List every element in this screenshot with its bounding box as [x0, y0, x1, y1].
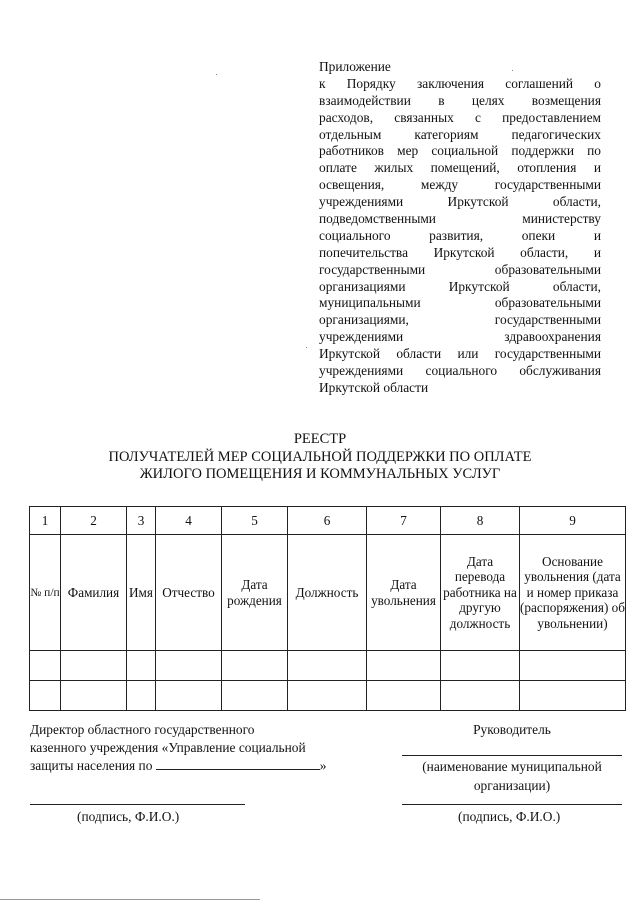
column-number: 6	[288, 507, 367, 535]
table-cell[interactable]	[156, 651, 222, 681]
table-cell[interactable]	[520, 681, 626, 711]
column-number: 7	[367, 507, 441, 535]
appendix-line: работников мер социальной поддержки по	[319, 143, 601, 159]
header-surname: Фамилия	[61, 535, 127, 651]
appendix-line: учреждениями Иркутской области,	[319, 194, 601, 210]
table-cell[interactable]	[30, 681, 61, 711]
left-signature-prefix: защиты населения по	[30, 758, 153, 773]
right-signature-block	[398, 721, 626, 739]
column-number: 1	[30, 507, 61, 535]
register-table	[29, 506, 626, 711]
table-cell[interactable]	[441, 651, 520, 681]
header-transfer-date: Дата перевода работника на другую должность	[441, 535, 520, 651]
left-signature-caption: (подпись, Ф.И.О.)	[77, 809, 180, 824]
table-cell[interactable]	[156, 681, 222, 711]
right-signature-caption: (подпись, Ф.И.О.)	[458, 809, 561, 824]
table-cell[interactable]	[367, 651, 441, 681]
header-patronymic: Отчество	[156, 535, 222, 651]
region-blank-field[interactable]	[156, 756, 320, 770]
table-cell[interactable]	[30, 651, 61, 681]
appendix-line: организациями, государственными	[319, 312, 601, 328]
left-signature-line	[30, 756, 350, 775]
appendix-line: социального развития, опеки и	[319, 227, 601, 243]
appendix-line: подведомственными министерству	[319, 211, 601, 227]
appendix-line: Приложение	[319, 59, 391, 74]
appendix-line: расходов, связанных с предоставлением	[319, 109, 601, 125]
left-signature-line: казенного учреждения «Управление социальной	[30, 739, 306, 755]
appendix-line: оплате жилых помещений, отопления и	[319, 160, 601, 176]
table-row	[30, 651, 626, 681]
org-name-caption: (наименование муниципальной организации)	[422, 759, 602, 793]
appendix-line: учреждениями здравоохранения	[319, 329, 601, 345]
table-cell[interactable]	[288, 651, 367, 681]
scan-speck	[216, 74, 217, 75]
left-signature-field[interactable]	[30, 804, 245, 805]
column-number-row	[30, 507, 626, 535]
left-signature-line: Директор областного государственного	[30, 722, 255, 737]
table-cell[interactable]	[441, 681, 520, 711]
appendix-line: попечительства Иркутской области, и	[319, 244, 601, 260]
table-cell[interactable]	[61, 681, 127, 711]
right-signature-field[interactable]	[402, 804, 622, 805]
title-line: РЕЕСТР	[293, 431, 347, 447]
column-number: 2	[61, 507, 127, 535]
left-signature-block	[30, 721, 350, 775]
table-cell[interactable]	[127, 681, 156, 711]
appendix-line: освещения, между государственными	[319, 177, 601, 193]
table-cell[interactable]	[222, 651, 288, 681]
header-name: Имя	[127, 535, 156, 651]
org-name-field[interactable]	[402, 755, 622, 756]
table-cell[interactable]	[222, 681, 288, 711]
header-dismissal-date: Дата увольнения	[367, 535, 441, 651]
register-title	[0, 431, 640, 484]
appendix-line: государственными образовательными	[319, 261, 601, 277]
appendix-block	[319, 59, 601, 397]
column-number: 3	[127, 507, 156, 535]
title-line: ПОЛУЧАТЕЛЕЙ МЕР СОЦИАЛЬНОЙ ПОДДЕРЖКИ ПО ОПЛАТЕ	[108, 448, 532, 465]
table-row	[30, 681, 626, 711]
header-position: Должность	[288, 535, 367, 651]
scan-speck	[306, 347, 307, 348]
header-row	[30, 535, 626, 651]
right-signature-title: Руководитель	[473, 722, 551, 737]
appendix-line: Иркутской области	[319, 379, 429, 395]
appendix-line: муниципальными образовательными	[319, 295, 601, 311]
table-cell[interactable]	[127, 651, 156, 681]
appendix-line: взаимодействии в целях возмещения	[319, 92, 601, 108]
column-number: 4	[156, 507, 222, 535]
appendix-line: отдельным категориям педагогических	[319, 126, 601, 142]
scan-edge-line	[0, 899, 260, 900]
left-signature-suffix: »	[319, 758, 327, 773]
table-cell[interactable]	[367, 681, 441, 711]
appendix-line: к Порядку заключения соглашений о	[319, 75, 601, 91]
appendix-line: учреждениями социального обслуживания	[319, 363, 601, 379]
header-birth-date: Дата рождения	[222, 535, 288, 651]
header-dismissal-basis: Основание увольнения (дата и номер приказа (распоряжения) об увольнении)	[520, 535, 626, 651]
column-number: 8	[441, 507, 520, 535]
title-line: ЖИЛОГО ПОМЕЩЕНИЯ И КОММУНАЛЬНЫХ УСЛУГ	[139, 466, 501, 482]
table-cell[interactable]	[61, 651, 127, 681]
appendix-line: организациями Иркутской области,	[319, 278, 601, 294]
appendix-line: Иркутской области или государственными	[319, 346, 601, 362]
column-number: 9	[520, 507, 626, 535]
table-cell[interactable]	[520, 651, 626, 681]
table-cell[interactable]	[288, 681, 367, 711]
column-number: 5	[222, 507, 288, 535]
header-num: № п/п	[30, 535, 61, 651]
